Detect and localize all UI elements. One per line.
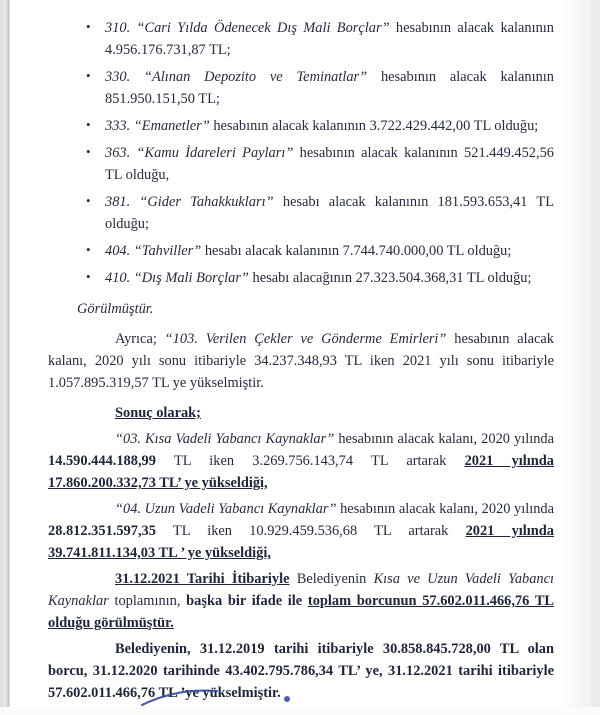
text-segment: 28.812.351.597,35: [48, 523, 156, 539]
text-segment: hesabının alacak kalanı, 2020 yılında: [338, 431, 554, 447]
paragraph-kisa-vadeli: [48, 428, 554, 494]
account-bullet-list: [48, 17, 554, 289]
text-segment: TL iken 3.269.756.143,74 TL artarak: [155, 453, 465, 469]
text-segment: hesabının alacak kalanı, 2020 yılında: [340, 501, 555, 517]
text-segment: 381. “Gider Tahakkukları”: [105, 194, 283, 210]
text-segment: 363. “Kamu İdareleri Payları”: [105, 145, 300, 161]
text-segment: 404. “Tahviller”: [105, 243, 205, 259]
text-segment: hesabı alacak kalanının 7.744.740.000,00 TL olduğu;: [204, 243, 512, 259]
text-segment: 2021 yılında 17.860.200.332,73 TL’ ye yükseldiği,: [48, 453, 555, 491]
bullet-item-310: [86, 17, 554, 61]
text-segment: hesabının alacak kalanının 3.722.429.442,00 TL olduğu;: [213, 118, 539, 134]
text-segment: Belediyenin: [289, 571, 374, 587]
text-segment: Kısa ve Uzun Vadeli Yabancı Kaynaklar: [48, 571, 555, 609]
bullet-icon: •: [86, 242, 91, 257]
text-segment: TL iken 10.929.459.536,68 TL artarak: [155, 523, 466, 539]
text-segment: hesabının alacak kalanının 4.956.176.731,87 TL;: [105, 20, 554, 58]
text-segment: hesabının alacak kalanının 851.950.151,50 TL;: [105, 69, 554, 107]
paragraph-uzun-vadeli: [48, 498, 554, 564]
text-segment: toplam borcunun 57.602.011.466,76 TL olduğu görülmüştür.: [48, 593, 555, 631]
page-curl-shadow: [561, 0, 587, 707]
text-segment: toplamının,: [108, 593, 187, 609]
bullet-item-333: [86, 115, 554, 137]
paragraph-gorulmustur: [77, 298, 554, 320]
text-segment: 333. “Emanetler”: [105, 118, 214, 134]
bullet-icon: •: [86, 144, 91, 159]
bullet-icon: •: [86, 68, 91, 83]
document-body: [48, 17, 554, 708]
text-segment: “03. Kısa Vadeli Yabancı Kaynaklar”: [115, 431, 339, 447]
text-segment: hesabı alacağının 27.323.504.368,31 TL olduğu;: [252, 270, 532, 286]
bullet-item-381: [86, 191, 554, 235]
text-segment: “04. Uzun Vadeli Yabancı Kaynaklar”: [115, 501, 341, 517]
text-segment: hesabının alacak kalanı, 2020 yılı sonu itibariyle 34.237.348,93 TL iken 2021 yılı sonu itibariyle 1.057.895.319,57 TL ye yükselmiştir.: [48, 331, 554, 391]
bullet-icon: •: [86, 19, 91, 34]
bullet-item-404: [86, 240, 554, 262]
signature-stroke: [128, 681, 338, 715]
text-segment: 310. “Cari Yılda Ödenecek Dış Mali Borçlar”: [105, 20, 396, 36]
text-segment: 31.12.2021 Tarihi İtibariyle: [115, 571, 290, 587]
heading-sonuc-olarak: [48, 402, 554, 424]
text-segment: Belediyenin, 31.12.2019 tarihi itibariyle 30.858.845.728,00 TL olan borcu, 31.12.2020 tarihinde 43.402.795.786,34 TL’ ye, 31.12.2021 tarihi itibariyle 57.602.011.466,76 TL ’ye yükselmiştir.: [48, 641, 554, 701]
text-segment: Sonuç olarak;: [115, 405, 201, 421]
paragraph-toplam-borc: [48, 568, 554, 634]
text-segment: “103. Verilen Çekler ve Gönderme Emirleri”: [164, 331, 455, 347]
text-segment: 410. “Dış Mali Borçlar”: [105, 270, 253, 286]
bullet-icon: •: [86, 269, 91, 284]
text-segment: başka bir ifade ile: [186, 593, 308, 609]
bullet-icon: •: [86, 117, 91, 132]
text-segment: hesabının alacak kalanının 521.449.452,56 TL olduğu,: [105, 145, 554, 183]
text-segment: 330. “Alınan Depozito ve Teminatlar”: [105, 69, 381, 85]
bullet-icon: •: [86, 193, 91, 208]
paragraph-ayrica: [48, 328, 554, 394]
scan-edge-right: [587, 0, 600, 707]
text-segment: Görülmüştür.: [77, 301, 154, 317]
text-segment: Ayrıca;: [115, 331, 165, 347]
bullet-item-330: [86, 66, 554, 110]
scan-edge-left: [0, 0, 10, 707]
bullet-item-363: [86, 142, 554, 186]
bullet-item-410: [86, 267, 554, 289]
text-segment: 14.590.444.188,99: [48, 453, 156, 469]
text-segment: hesabı alacak kalanının 181.593.653,41 TL olduğu;: [105, 194, 554, 232]
text-segment: 2021 yılında 39.741.811.134,03 TL ’ ye yükseldiği,: [48, 523, 554, 561]
